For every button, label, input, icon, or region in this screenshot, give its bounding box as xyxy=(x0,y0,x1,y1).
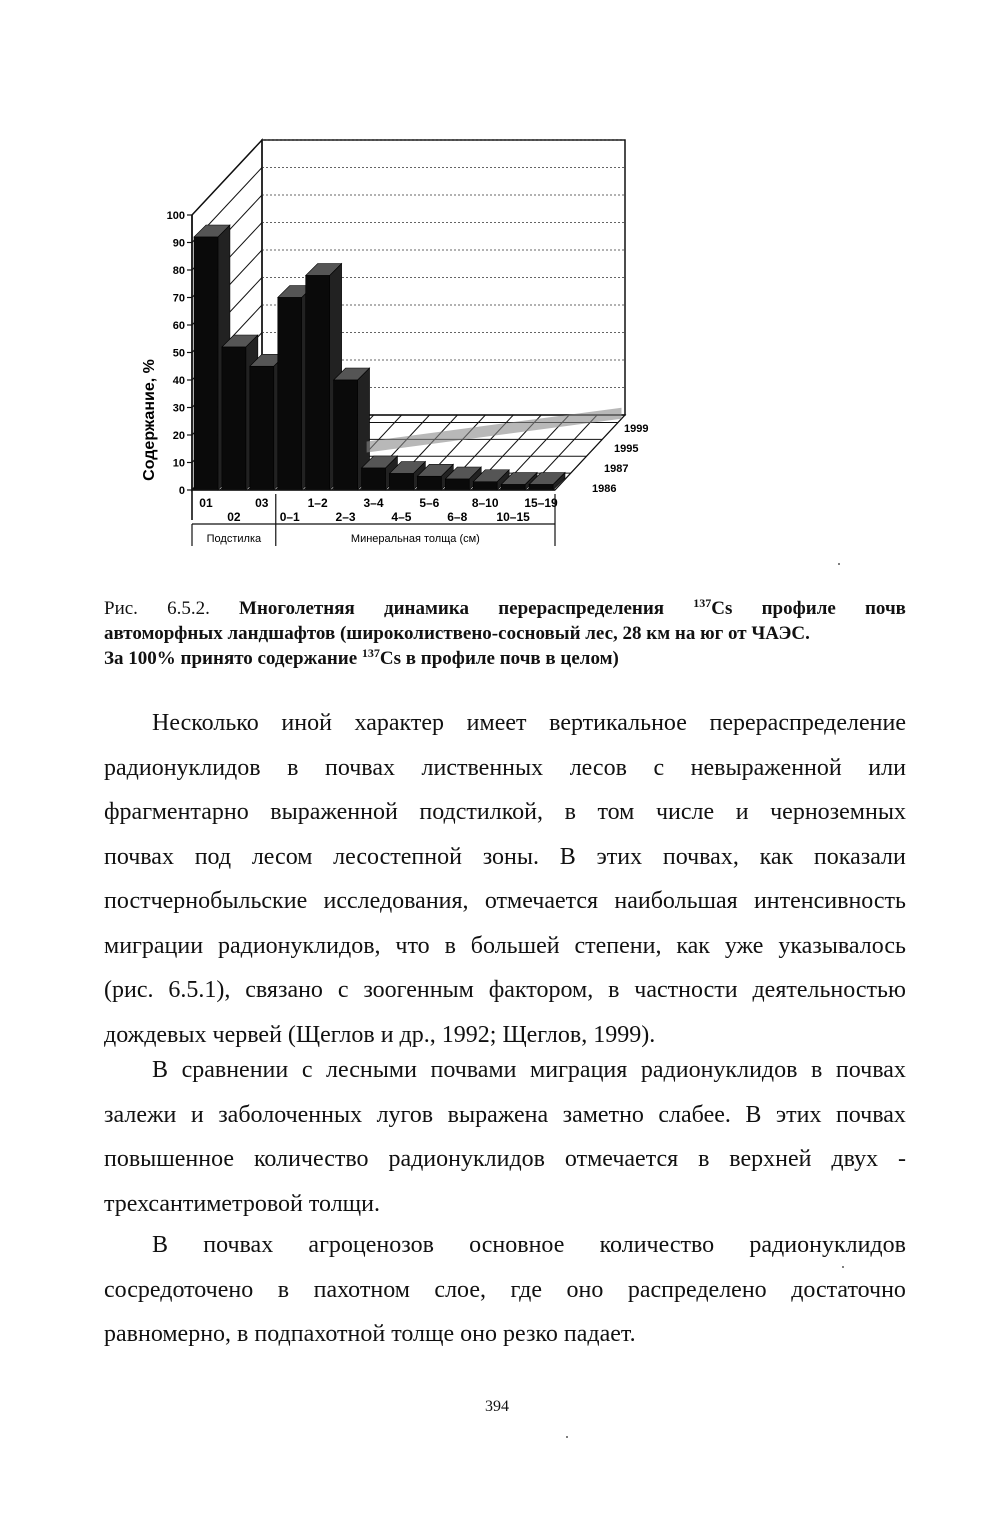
word: большей xyxy=(470,932,560,959)
caption-superscript: 137 xyxy=(361,646,380,660)
y-tick-label: 100 xyxy=(166,210,185,222)
word: миграция xyxy=(530,1057,628,1083)
word: радионуклидов xyxy=(640,1057,798,1083)
word: почвах xyxy=(835,1057,906,1083)
caption-line-3 xyxy=(104,646,906,671)
word: лесостепной xyxy=(333,843,462,870)
word: слое, xyxy=(434,1276,486,1303)
word: наибольшая xyxy=(614,888,738,914)
word: отмечается xyxy=(564,1146,679,1172)
chart-y-tick-labels xyxy=(167,210,192,497)
word: с xyxy=(653,754,665,781)
text-line xyxy=(104,1137,906,1182)
x-tick-label: 10–15 xyxy=(496,510,530,524)
word: В xyxy=(152,1057,169,1083)
x-tick-label: 5–6 xyxy=(419,496,440,510)
word: этих xyxy=(775,1101,822,1128)
word: как xyxy=(759,843,794,870)
word: почвах xyxy=(104,843,174,870)
y-tick-label: 70 xyxy=(172,292,185,305)
bar-1986-2–3 xyxy=(334,380,358,490)
word: фрагментарно xyxy=(104,799,249,825)
figure-caption xyxy=(104,596,906,671)
word: в xyxy=(287,754,299,781)
bar-1986-3–4 xyxy=(362,468,386,490)
word: лесов xyxy=(569,754,627,781)
series-label: 1987 xyxy=(604,463,629,475)
bar-1986-15–19 xyxy=(529,485,553,491)
word: невыраженной xyxy=(690,754,842,781)
caption-line-1 xyxy=(104,596,906,621)
text-line-content: дождевых червей (Щеглов и др., 1992; Щеглов, 1999). xyxy=(104,1021,656,1048)
word: числе xyxy=(655,799,715,825)
word: вертикальное xyxy=(549,710,687,736)
text-line xyxy=(104,1182,906,1227)
word: В xyxy=(745,1101,762,1128)
word: радионуклидов xyxy=(749,1232,906,1258)
x-tick-label: 03 xyxy=(255,496,269,510)
caption-superscript: 137 xyxy=(693,596,712,610)
caption-text: Cs в профиле почв в целом) xyxy=(379,648,619,669)
word: лесом xyxy=(251,843,313,870)
caption-word: перераспределения xyxy=(498,598,665,619)
scan-speck xyxy=(566,1436,568,1438)
group-label: Минеральная толща (см) xyxy=(350,533,480,545)
word: отмечается xyxy=(484,888,599,914)
y-tick-label: 10 xyxy=(172,457,185,470)
caption-word: почв xyxy=(864,598,906,619)
word: том xyxy=(597,799,635,825)
word: уже xyxy=(724,932,764,959)
word: выражена xyxy=(447,1101,549,1128)
series-label: 1999 xyxy=(624,423,649,435)
word: лиственных xyxy=(421,754,544,781)
word: интенсивность xyxy=(753,888,906,914)
word: с xyxy=(301,1057,313,1083)
word: степени, xyxy=(574,932,662,959)
chart-bars xyxy=(194,225,622,490)
word: в xyxy=(811,1057,823,1083)
caption-word: Cs xyxy=(711,598,733,619)
word: иной xyxy=(281,710,332,736)
word: почвах, xyxy=(662,843,739,870)
word: в xyxy=(444,932,456,959)
bar-1986-0–1 xyxy=(278,298,302,491)
caption-word: профиле xyxy=(761,598,836,619)
caption-word: 6.5.2. xyxy=(167,598,210,619)
word: миграции xyxy=(104,932,204,959)
word: повышенное xyxy=(104,1146,235,1172)
word: или xyxy=(868,754,906,781)
word: связано xyxy=(245,977,323,1003)
word: заболоченных xyxy=(218,1101,363,1128)
text-line-content: равномерно, в подпахотной толще оно резко падает. xyxy=(104,1321,636,1347)
word: пахотном xyxy=(313,1276,410,1303)
word: в xyxy=(564,799,576,825)
bar-1986-6–8 xyxy=(445,479,469,490)
word: имеет xyxy=(466,710,527,736)
chart-x-tick-labels-bottom xyxy=(227,510,530,524)
x-tick-label: 8–10 xyxy=(471,496,499,510)
word: количество xyxy=(599,1232,715,1258)
text-line xyxy=(104,1312,906,1357)
word: подстилкой, xyxy=(419,799,543,825)
word: исследования, xyxy=(323,888,469,914)
word: радионуклидов xyxy=(104,754,261,781)
x-tick-label: 1–2 xyxy=(307,496,328,510)
word: в xyxy=(608,977,620,1003)
word: - xyxy=(898,1146,906,1172)
x-tick-label: 3–4 xyxy=(363,496,384,510)
word: лесными xyxy=(326,1057,417,1083)
y-tick-label: 30 xyxy=(172,402,185,415)
x-tick-label: 4–5 xyxy=(391,510,412,524)
series-label: 1986 xyxy=(592,483,617,495)
word: количество xyxy=(253,1146,369,1172)
word: сосредоточено xyxy=(104,1276,254,1303)
word: сравнении xyxy=(181,1057,289,1083)
chart-series-labels xyxy=(592,423,648,495)
x-tick-label: 01 xyxy=(199,496,213,510)
caption-word: динамика xyxy=(383,598,470,619)
word: частности xyxy=(634,977,738,1003)
word: двух xyxy=(831,1146,879,1172)
word: распределено xyxy=(627,1276,767,1303)
text-line xyxy=(104,968,906,1013)
caption-word: Рис. xyxy=(104,598,138,619)
word: почвах xyxy=(835,1101,906,1128)
word: верхней xyxy=(729,1146,812,1172)
word: что xyxy=(395,932,430,959)
y-tick-label: 40 xyxy=(172,375,185,387)
x-tick-label: 02 xyxy=(227,510,241,524)
caption-isotope xyxy=(693,596,732,621)
word: с xyxy=(337,977,349,1003)
word: лугов xyxy=(376,1101,434,1128)
word: фактором, xyxy=(488,977,594,1003)
word: оно xyxy=(566,1276,604,1303)
text-line xyxy=(104,1093,906,1138)
word: в xyxy=(277,1276,290,1303)
x-tick-label: 0–1 xyxy=(279,510,300,524)
word: зоогенным xyxy=(363,977,474,1003)
word: слабее. xyxy=(658,1101,731,1128)
page-number: 394 xyxy=(485,1398,509,1415)
caption-line-2: автоморфных ландшафтов (широколиствено-сосновый лес, 28 км на юг от ЧАЭС. xyxy=(104,623,810,644)
y-tick-label: 60 xyxy=(172,320,185,332)
word: залежи xyxy=(104,1101,177,1128)
word: (рис. xyxy=(104,977,154,1003)
bar-1986-02 xyxy=(222,347,246,490)
text-line xyxy=(104,746,906,791)
word: В xyxy=(152,1232,169,1258)
group-label: Подстилка xyxy=(206,533,262,545)
word: деятельностью xyxy=(752,977,906,1003)
body-paragraph-2 xyxy=(104,1048,906,1226)
y-tick-label: 0 xyxy=(178,485,185,497)
bar-1986-01 xyxy=(194,237,218,490)
caption-text: За 100% принято содержание xyxy=(104,648,362,669)
word: 6.5.1), xyxy=(168,977,231,1003)
bar-1986-10–15 xyxy=(501,485,525,491)
scan-speck xyxy=(842,1266,844,1268)
word: радионуклидов, xyxy=(217,932,381,959)
text-line xyxy=(104,879,906,924)
bar-1986-1–2 xyxy=(306,276,330,491)
word: где xyxy=(510,1276,543,1303)
text-line xyxy=(104,835,906,880)
word: радионуклидов xyxy=(388,1146,546,1172)
word: выраженной xyxy=(270,799,398,825)
bar-1986-4–5 xyxy=(389,474,413,491)
bar-1986-03 xyxy=(250,366,274,490)
word: почвах xyxy=(325,754,395,781)
word: постчернобыльские xyxy=(104,888,308,914)
word: показали xyxy=(813,843,906,870)
word: основное xyxy=(469,1232,565,1258)
y-tick-label: 90 xyxy=(172,237,185,250)
series-label: 1995 xyxy=(614,443,639,455)
word: заметно xyxy=(562,1101,644,1128)
word: почвами xyxy=(430,1057,517,1083)
text-line xyxy=(104,1223,906,1268)
chart-y-axis-label: Содержание, % xyxy=(141,359,158,481)
side-gridline xyxy=(192,140,262,215)
word: черноземных xyxy=(770,799,906,825)
body-paragraph-1 xyxy=(104,701,906,1057)
word: Несколько xyxy=(152,710,259,736)
scan-speck xyxy=(838,563,840,565)
text-line xyxy=(104,701,906,746)
word: указывалось xyxy=(778,932,906,959)
x-tick-label: 15–19 xyxy=(524,496,558,510)
text-line-content: трехсантиметровой толщи. xyxy=(104,1190,380,1217)
word: в xyxy=(698,1146,710,1172)
caption-word: Многолетняя xyxy=(239,598,355,619)
word: характер xyxy=(354,710,445,736)
word: этих xyxy=(596,843,643,870)
word: В xyxy=(559,843,576,870)
word: зоны. xyxy=(482,843,540,870)
text-line xyxy=(104,1268,906,1313)
word: как xyxy=(676,932,710,959)
word: агроценозов xyxy=(308,1232,434,1258)
text-line xyxy=(104,790,906,835)
chart-x-tick-labels-top xyxy=(199,496,558,510)
word: перераспределение xyxy=(709,710,906,736)
y-tick-label: 20 xyxy=(172,430,185,442)
text-line xyxy=(104,924,906,969)
chart-3d-bar xyxy=(130,130,690,570)
chart-figure xyxy=(130,130,690,570)
word: и xyxy=(190,1101,204,1128)
word: достаточно xyxy=(791,1276,906,1303)
text-line xyxy=(104,1048,906,1093)
word: и xyxy=(735,799,749,825)
y-tick-label: 80 xyxy=(172,265,185,277)
word: под xyxy=(194,843,232,870)
bar-1986-5–6 xyxy=(417,476,441,490)
body-paragraph-3 xyxy=(104,1223,906,1357)
bar-1986-8–10 xyxy=(473,482,497,490)
x-tick-label: 6–8 xyxy=(447,510,468,524)
x-tick-label: 2–3 xyxy=(335,510,356,524)
word: почвах xyxy=(203,1232,274,1258)
y-tick-label: 50 xyxy=(172,347,185,360)
